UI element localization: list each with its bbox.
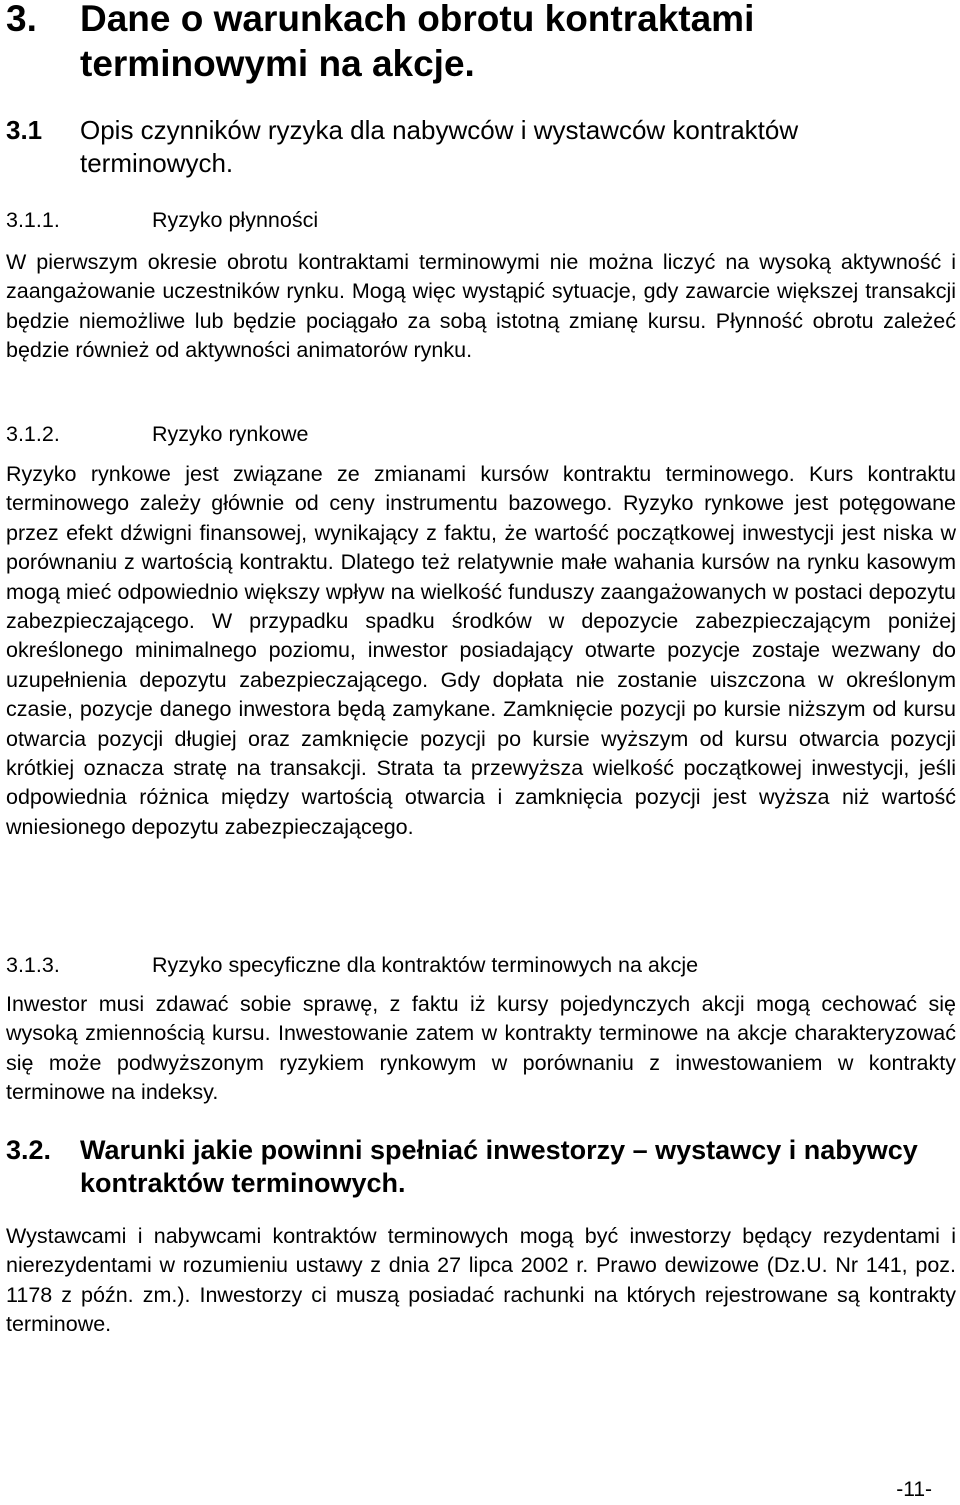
section-title: Opis czynników ryzyka dla nabywców i wystawców kontraktów terminowych.	[80, 115, 799, 178]
paragraph-investor-conditions: Wystawcami i nabywcami kontraktów terminowych mogą być inwestorzy będący rezydentami i nierezydentami w rozumieniu ustawy z dnia 27 lipca 2002 r. Prawo dewizowe (Dz.U. Nr 141, poz. 1178 z późn. zm.). Inwestorzy ci muszą posiadać rachunki na których rejestrowane są kontrakty terminowe.	[6, 1224, 956, 1337]
section-heading-3	[6, 0, 946, 86]
section-heading-3-1	[6, 114, 946, 180]
paragraph-market-risk: Ryzyko rynkowe jest związane ze zmianami kursów kontraktu terminowego. Kurs kontraktu terminowego zależy głównie od ceny instrumentu bazowego. Ryzyko rynkowe jest potęgowane przez efekt dźwigni finansowej, wynikający z faktu, że wartość początkowej inwestycji jest niska w porównaniu z wartością kontraktu. Dlatego też relatywnie małe wahania kursów na rynku kasowym mogą mieć odpowiednio większy wpływ na wielkość funduszy zaangażowanych w postaci depozytu zabezpieczającego. W przypadku spadku środków w depozycie zabezpieczającym poniżej określonego minimalnego poziomu, inwestor posiadający otwarte pozycje zostaje wezwany do uzupełnienia depozytu zabezpieczającego. Gdy dopłata nie zostanie uiszczona w określonym czasie, pozycje danego inwestora będą zamykane. Zamknięcie pozycji po kursie niższym od kursu otwarcia pozycji długiej oraz zamknięcie pozycji po kursie wyższym od kursu otwarcia pozycji krótkiej oznacza stratę na transakcji. Strata ta przewyższa wielkość początkowej inwestycji, jeśli odpowiednia różnica między wartością otwarcia i zamknięcia pozycji jest wyższa niż wartość wniesionego depozytu zabezpieczającego.	[6, 462, 956, 839]
section-title: Ryzyko specyficzne dla kontraktów terminowych na akcje	[152, 953, 699, 977]
section-number: 3.1	[6, 115, 43, 145]
section-number: 3.1.2.	[6, 422, 60, 446]
section-title: Ryzyko płynności	[152, 208, 319, 232]
section-number: 3.2.	[6, 1135, 52, 1165]
section-title: Ryzyko rynkowe	[152, 422, 309, 446]
section-title: Warunki jakie powinni spełniać inwestorzy – wystawcy i nabywcy kontraktów terminowych.	[80, 1135, 918, 1198]
page-number: -11-	[896, 1478, 932, 1501]
section-number: 3.	[6, 0, 37, 39]
section-number: 3.1.1.	[6, 208, 60, 232]
section-heading-3-2	[6, 1134, 946, 1200]
section-number: 3.1.3.	[6, 953, 60, 977]
paragraph-specific-risk: Inwestor musi zdawać sobie sprawę, z faktu iż kursy pojedynczych akcji mogą cechować się wysoką zmiennością kursu. Inwestowanie zatem w kontrakty terminowe na akcje charakteryzować się może podwyższonym ryzykiem rynkowym w porównaniu z inwestowaniem w kontrakty terminowe na indeksy.	[6, 992, 956, 1105]
paragraph-liquidity-risk: W pierwszym okresie obrotu kontraktami terminowymi nie można liczyć na wysoką aktywność i zaangażowanie uczestników rynku. Mogą więc wystąpić sytuacje, gdy zawarcie większej transakcji będzie niemożliwe lub będzie pociągało za sobą istotną zmianę kursu. Płynność obrotu zależeć będzie również od aktywności animatorów rynku.	[6, 250, 956, 363]
section-title: Dane o warunkach obrotu kontraktami terminowymi na akcje.	[80, 0, 755, 84]
